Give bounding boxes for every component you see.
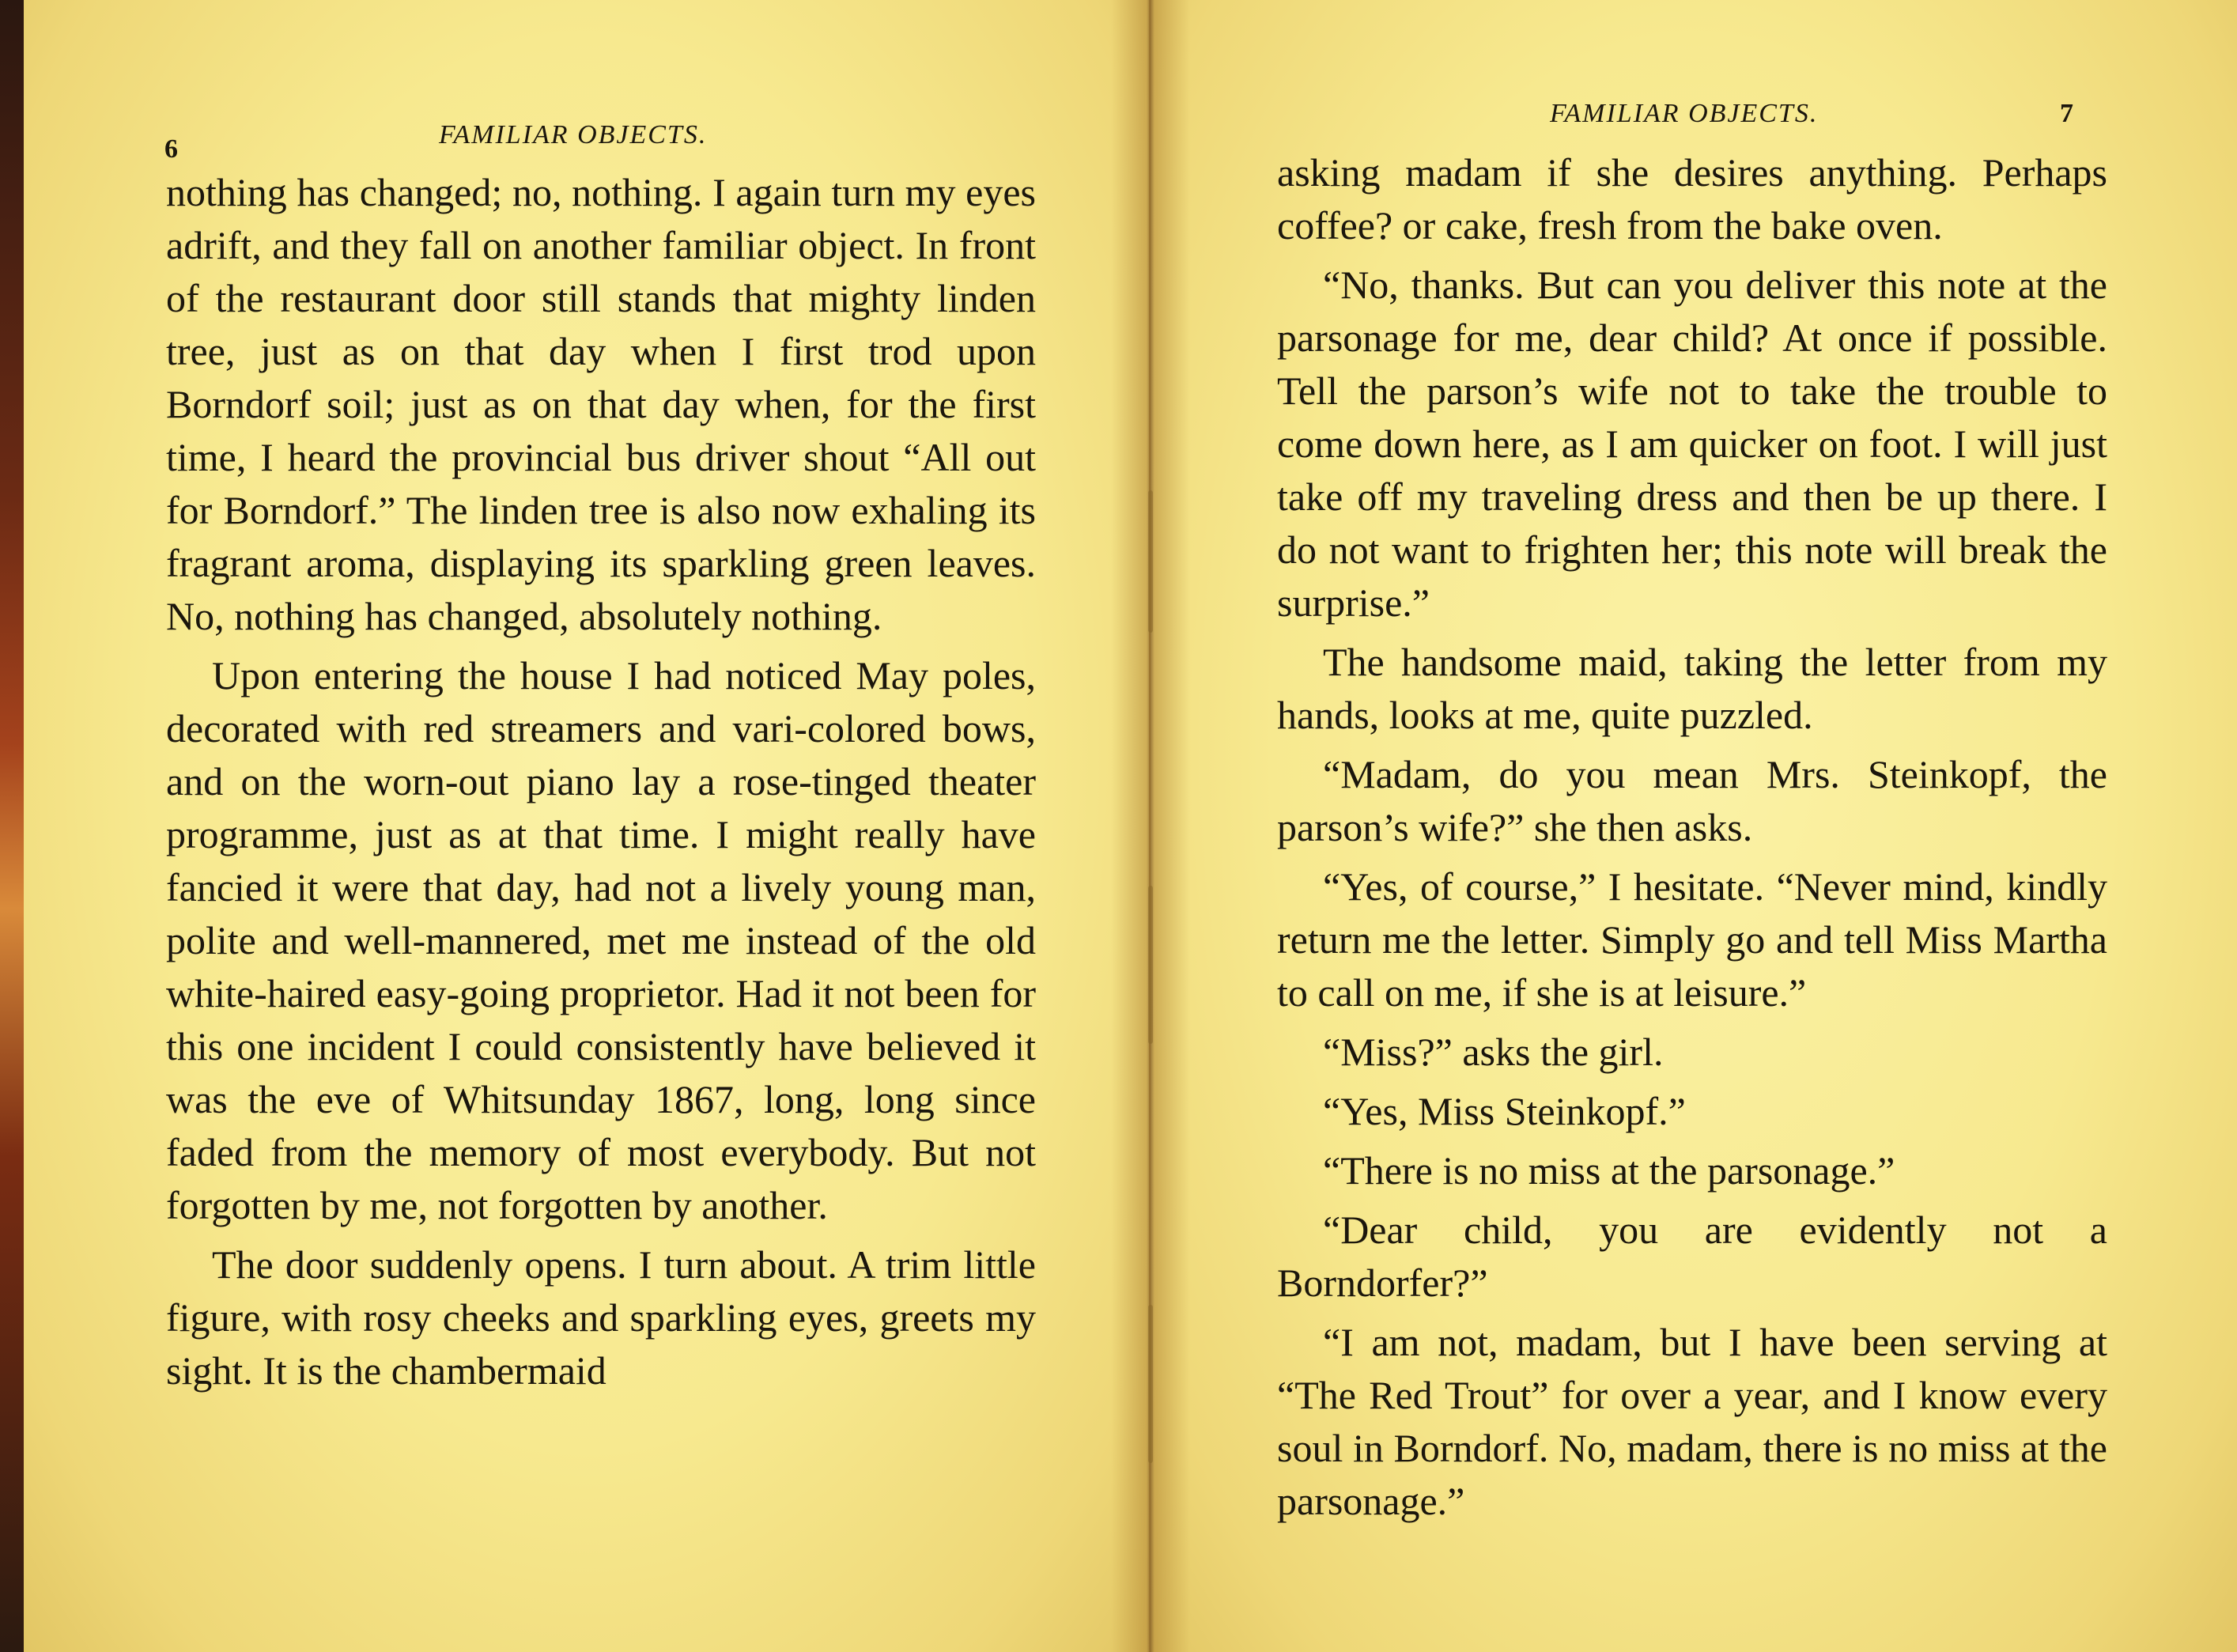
body-text bbox=[1277, 146, 2107, 1534]
paragraph: The handsome maid, taking the letter from my hands, looks at me, quite puzzled. bbox=[1277, 640, 2107, 737]
paragraph: “There is no miss at the parsonage.” bbox=[1323, 1148, 1895, 1193]
paragraph: “Miss?” asks the girl. bbox=[1323, 1030, 1664, 1074]
left-page bbox=[24, 0, 1151, 1652]
book-edge bbox=[0, 0, 24, 1652]
right-page bbox=[1151, 0, 2237, 1652]
body-text bbox=[166, 166, 1036, 1404]
paragraph: Upon entering the house I had noticed May poles, decorated with red streamers and vari-colored bows, and on the worn-out piano lay a rose-tinged theater programme, just as at that time. I might really have fancied it were that day, had not a lively young man, polite and well-mannered, met me instead of the old white-haired easy-going proprietor. Had it not been for this one incident I could consistently have believed it was the eve of Whitsunday 1867, long, long since faded from the memory of most everybody. But not forgotten by me, not forgotten by another. bbox=[166, 653, 1036, 1227]
paragraph: The door suddenly opens. I turn about. A trim little figure, with rosy cheeks and sparkling eyes, greets my sight. It is the chambermaid bbox=[166, 1242, 1036, 1393]
paragraph: “Madam, do you mean Mrs. Steinkopf, the parson’s wife?” she then asks. bbox=[1277, 752, 2107, 849]
paragraph: “Yes, Miss Steinkopf.” bbox=[1323, 1089, 1686, 1133]
paragraph: “No, thanks. But can you deliver this note at the parsonage for me, dear child? At once if possible. Tell the parson’s wife not to take the trouble to come down here, as I am quicker on foot. I will just take off my traveling dress and then be up there. I do not want to frighten her; this note will break the surprise.” bbox=[1277, 263, 2107, 625]
page-number: 7 bbox=[2060, 99, 2073, 128]
paragraph: “Dear child, you are evidently not a Borndorfer?” bbox=[1277, 1208, 2107, 1305]
binding-stitch bbox=[1148, 1305, 1153, 1463]
running-head: FAMILIAR OBJECTS. bbox=[1550, 99, 1819, 128]
paragraph: nothing has changed; no, nothing. I again turn my eyes adrift, and they fall on another familiar object. In front of the restaurant door still stands that mighty linden tree, just as on that day when I first trod upon Borndorf soil; just as on that day when, for the first time, I heard the provincial bus driver shout “All out for Borndorf.” The linden tree is also now exhaling its fragrant aroma, displaying its sparkling green leaves. No, nothing has changed, absolutely nothing. bbox=[166, 170, 1036, 638]
binding-stitch bbox=[1148, 886, 1153, 1044]
paragraph: “I am not, madam, but I have been serving at “The Red Trout” for over a year, and I know every soul in Borndorf. No, madam, there is no miss at the parsonage.” bbox=[1277, 1320, 2107, 1523]
paragraph: “Yes, of course,” I hesitate. “Never mind, kindly return me the letter. Simply go and tell Miss Martha to call on me, if she is at leisure.” bbox=[1277, 864, 2107, 1015]
page-number: 6 bbox=[164, 134, 178, 164]
running-head: FAMILIAR OBJECTS. bbox=[439, 120, 708, 149]
paragraph: asking madam if she desires anything. Perhaps coffee? or cake, fresh from the bake oven. bbox=[1277, 150, 2107, 248]
binding-stitch bbox=[1148, 490, 1153, 633]
